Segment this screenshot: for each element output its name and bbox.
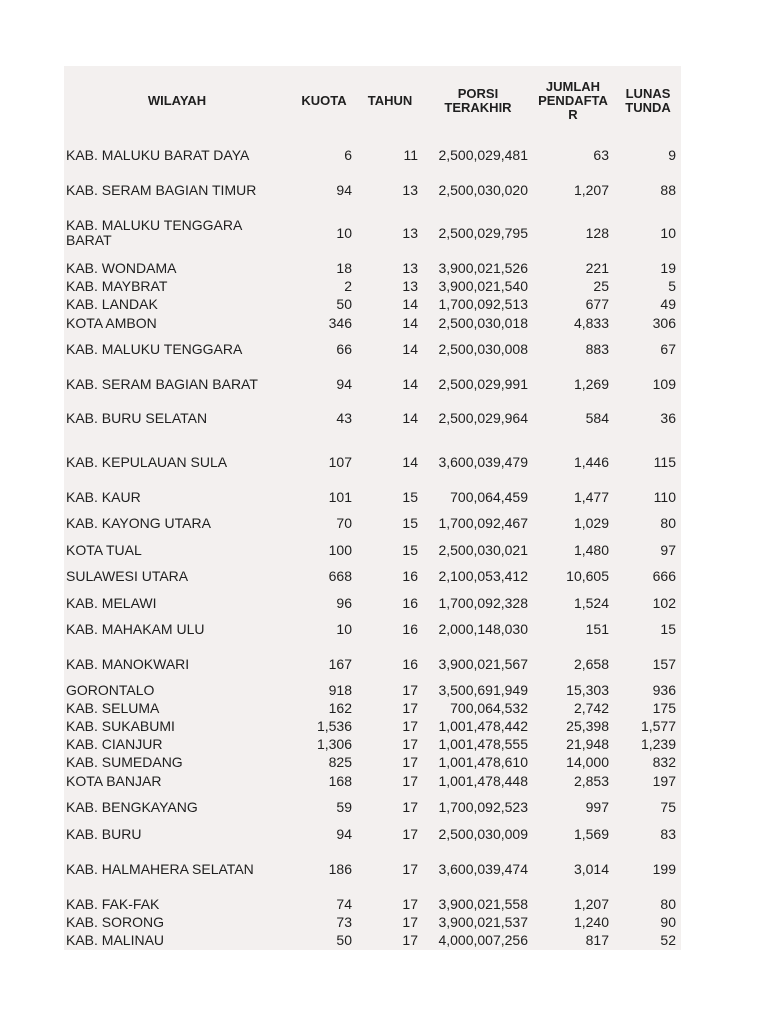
cell-kuota: 59 — [336, 798, 352, 815]
cell-jumlah-pendaftar: 221 — [585, 259, 609, 276]
table-row — [64, 735, 681, 753]
cell-porsi-terakhir: 3,900,021,567 — [438, 655, 528, 672]
cell-wilayah: KAB. MALINAU — [66, 931, 165, 948]
cell-tahun: 17 — [402, 913, 418, 930]
cell-porsi-terakhir: 1,700,092,523 — [438, 798, 528, 815]
cell-kuota: 10 — [336, 224, 352, 241]
cell-kuota: 100 — [328, 541, 352, 558]
table-row — [64, 215, 681, 251]
cell-tahun: 17 — [402, 895, 418, 912]
cell-porsi-terakhir: 3,900,021,526 — [438, 259, 528, 276]
table-row — [64, 594, 681, 612]
cell-kuota: 94 — [336, 375, 352, 392]
cell-jumlah-pendaftar: 10,605 — [566, 567, 609, 584]
cell-lunas-tunda: 80 — [660, 514, 676, 531]
header-lunas-tunda: LUNAS TUNDA — [625, 86, 671, 115]
cell-lunas-tunda: 109 — [652, 375, 676, 392]
cell-wilayah: KAB. SORONG — [66, 913, 165, 930]
cell-tahun: 13 — [402, 181, 418, 198]
cell-lunas-tunda: 936 — [652, 681, 676, 698]
cell-lunas-tunda: 67 — [660, 340, 676, 357]
table-row — [64, 295, 681, 313]
cell-porsi-terakhir: 3,500,691,949 — [438, 681, 528, 698]
cell-jumlah-pendaftar: 1,207 — [573, 181, 609, 198]
cell-tahun: 11 — [403, 146, 418, 163]
cell-jumlah-pendaftar: 21,948 — [566, 735, 609, 752]
cell-tahun: 17 — [402, 931, 418, 948]
cell-kuota: 825 — [328, 753, 352, 770]
cell-jumlah-pendaftar: 4,833 — [573, 314, 609, 331]
cell-tahun: 17 — [402, 772, 418, 789]
cell-kuota: 66 — [336, 340, 352, 357]
cell-wilayah: KAB. MAYBRAT — [66, 277, 168, 294]
cell-jumlah-pendaftar: 63 — [593, 146, 609, 163]
cell-wilayah: KAB. KAUR — [66, 488, 141, 505]
cell-tahun: 17 — [402, 699, 418, 716]
cell-porsi-terakhir: 700,064,532 — [450, 699, 528, 716]
cell-lunas-tunda: 175 — [652, 699, 676, 716]
table-row — [64, 699, 681, 717]
cell-jumlah-pendaftar: 2,853 — [573, 772, 609, 789]
cell-lunas-tunda: 110 — [653, 488, 676, 505]
cell-kuota: 50 — [336, 931, 352, 948]
cell-porsi-terakhir: 1,700,092,328 — [438, 594, 528, 611]
cell-jumlah-pendaftar: 1,477 — [573, 488, 609, 505]
cell-porsi-terakhir: 2,500,030,008 — [438, 340, 528, 357]
cell-kuota: 10 — [336, 620, 352, 637]
cell-lunas-tunda: 5 — [668, 277, 676, 294]
cell-lunas-tunda: 666 — [652, 567, 676, 584]
cell-jumlah-pendaftar: 151 — [585, 620, 609, 637]
table-row — [64, 681, 681, 699]
cell-tahun: 17 — [402, 735, 418, 752]
cell-porsi-terakhir: 2,500,029,964 — [438, 409, 528, 426]
cell-jumlah-pendaftar: 15,303 — [566, 681, 609, 698]
cell-lunas-tunda: 36 — [660, 409, 676, 426]
cell-lunas-tunda: 97 — [660, 541, 676, 558]
cell-lunas-tunda: 52 — [660, 931, 676, 948]
header-jumlah-pendaftar: JUMLAH PENDAFTA R — [538, 79, 608, 122]
cell-wilayah: KAB. MANOKWARI — [66, 655, 190, 672]
cell-tahun: 17 — [402, 825, 418, 842]
cell-kuota: 101 — [328, 488, 352, 505]
cell-porsi-terakhir: 2,500,030,018 — [438, 314, 528, 331]
cell-wilayah: KAB. FAK-FAK — [66, 895, 160, 912]
cell-lunas-tunda: 199 — [652, 860, 676, 877]
cell-kuota: 346 — [328, 314, 352, 331]
cell-porsi-terakhir: 2,500,030,020 — [438, 181, 528, 198]
cell-porsi-terakhir: 2,500,029,795 — [438, 224, 528, 241]
cell-wilayah: GORONTALO — [66, 681, 155, 698]
cell-jumlah-pendaftar: 1,569 — [573, 825, 609, 842]
table-row — [64, 860, 681, 878]
cell-lunas-tunda: 9 — [668, 146, 676, 163]
header-porsi-terakhir: PORSI TERAKHIR — [444, 86, 512, 115]
cell-tahun: 13 — [402, 277, 418, 294]
cell-jumlah-pendaftar: 997 — [585, 798, 609, 815]
quota-table — [64, 66, 681, 950]
cell-lunas-tunda: 832 — [652, 753, 676, 770]
cell-porsi-terakhir: 3,900,021,558 — [438, 895, 528, 912]
cell-wilayah: KAB. WONDAMA — [66, 259, 177, 276]
cell-porsi-terakhir: 2,000,148,030 — [438, 620, 528, 637]
cell-kuota: 162 — [328, 699, 352, 716]
table-row — [64, 655, 681, 673]
cell-jumlah-pendaftar: 677 — [585, 295, 609, 312]
cell-wilayah: KOTA TUAL — [66, 541, 142, 558]
cell-lunas-tunda: 19 — [660, 259, 676, 276]
cell-tahun: 17 — [402, 681, 418, 698]
cell-wilayah: KAB. HALMAHERA SELATAN — [66, 860, 254, 877]
cell-porsi-terakhir: 3,600,039,474 — [438, 860, 528, 877]
cell-kuota: 186 — [328, 860, 352, 877]
cell-tahun: 14 — [402, 340, 418, 357]
table-row — [64, 567, 681, 585]
cell-lunas-tunda: 80 — [660, 895, 676, 912]
table-row — [64, 772, 681, 790]
cell-jumlah-pendaftar: 1,029 — [573, 514, 609, 531]
cell-lunas-tunda: 10 — [660, 224, 676, 241]
table-row — [64, 913, 681, 931]
table-row — [64, 277, 681, 295]
cell-tahun: 14 — [402, 453, 418, 470]
cell-jumlah-pendaftar: 817 — [585, 931, 609, 948]
cell-lunas-tunda: 90 — [660, 913, 676, 930]
cell-wilayah: KAB. MALUKU BARAT DAYA — [66, 146, 250, 163]
header-wilayah: WILAYAH — [147, 93, 207, 108]
cell-porsi-terakhir: 2,500,029,481 — [438, 146, 528, 163]
cell-kuota: 96 — [336, 594, 352, 611]
cell-jumlah-pendaftar: 1,269 — [573, 375, 609, 392]
cell-wilayah: KAB. BURU — [66, 825, 142, 842]
table-row — [64, 259, 681, 277]
cell-kuota: 167 — [328, 655, 352, 672]
cell-tahun: 14 — [402, 295, 418, 312]
cell-porsi-terakhir: 700,064,459 — [450, 488, 528, 505]
cell-kuota: 668 — [328, 567, 352, 584]
cell-wilayah: SULAWESI UTARA — [66, 567, 189, 584]
cell-jumlah-pendaftar: 584 — [585, 409, 609, 426]
cell-porsi-terakhir: 1,700,092,467 — [438, 514, 528, 531]
cell-porsi-terakhir: 3,900,021,540 — [438, 277, 528, 294]
cell-lunas-tunda: 306 — [652, 314, 676, 331]
cell-lunas-tunda: 102 — [652, 594, 676, 611]
cell-lunas-tunda: 197 — [652, 772, 676, 789]
cell-tahun: 17 — [402, 717, 418, 734]
cell-porsi-terakhir: 4,000,007,256 — [438, 931, 528, 948]
cell-kuota: 94 — [336, 181, 352, 198]
cell-porsi-terakhir: 3,900,021,537 — [438, 913, 528, 930]
cell-wilayah: KAB. BURU SELATAN — [66, 409, 208, 426]
table-row — [64, 488, 681, 506]
cell-wilayah: KAB. CIANJUR — [66, 735, 163, 752]
cell-wilayah: KAB. MAHAKAM ULU — [66, 620, 205, 637]
cell-wilayah: KAB. MALUKU TENGGARA — [66, 340, 243, 357]
cell-porsi-terakhir: 2,500,029,991 — [438, 375, 528, 392]
cell-wilayah: KAB. MALUKU TENGGARA BARAT — [66, 217, 242, 248]
cell-jumlah-pendaftar: 3,014 — [573, 860, 609, 877]
cell-jumlah-pendaftar: 1,446 — [573, 453, 609, 470]
cell-kuota: 74 — [336, 895, 352, 912]
cell-lunas-tunda: 75 — [660, 798, 676, 815]
table-row — [64, 514, 681, 532]
cell-wilayah: KAB. SELUMA — [66, 699, 160, 716]
table-row — [64, 895, 681, 913]
cell-wilayah: KAB. KEPULAUAN SULA — [66, 453, 228, 470]
cell-jumlah-pendaftar: 1,524 — [573, 594, 609, 611]
cell-lunas-tunda: 49 — [660, 295, 676, 312]
cell-lunas-tunda: 115 — [653, 453, 676, 470]
table-row — [64, 798, 681, 816]
cell-kuota: 18 — [336, 259, 352, 276]
table-row — [64, 146, 681, 164]
cell-tahun: 15 — [402, 514, 418, 531]
cell-tahun: 17 — [402, 860, 418, 877]
table-row — [64, 453, 681, 471]
cell-kuota: 43 — [336, 409, 352, 426]
table-row — [64, 753, 681, 771]
cell-jumlah-pendaftar: 1,207 — [573, 895, 609, 912]
cell-jumlah-pendaftar: 25,398 — [566, 717, 609, 734]
cell-porsi-terakhir: 1,001,478,448 — [438, 772, 528, 789]
cell-tahun: 15 — [402, 541, 418, 558]
cell-tahun: 16 — [402, 594, 418, 611]
cell-wilayah: KAB. SERAM BAGIAN TIMUR — [66, 181, 257, 198]
cell-tahun: 13 — [402, 259, 418, 276]
cell-kuota: 918 — [328, 681, 352, 698]
cell-porsi-terakhir: 3,600,039,479 — [438, 453, 528, 470]
cell-jumlah-pendaftar: 14,000 — [566, 753, 609, 770]
cell-porsi-terakhir: 1,001,478,610 — [438, 753, 528, 770]
cell-lunas-tunda: 83 — [660, 825, 676, 842]
cell-porsi-terakhir: 1,700,092,513 — [438, 295, 528, 312]
cell-lunas-tunda: 15 — [660, 620, 676, 637]
cell-wilayah: KAB. SUKABUMI — [66, 717, 175, 734]
table-row — [64, 620, 681, 638]
cell-kuota: 50 — [336, 295, 352, 312]
cell-porsi-terakhir: 2,500,030,021 — [438, 541, 528, 558]
cell-lunas-tunda: 1,239 — [640, 735, 676, 752]
table-row — [64, 409, 681, 427]
cell-jumlah-pendaftar: 1,480 — [573, 541, 609, 558]
cell-jumlah-pendaftar: 2,658 — [573, 655, 609, 672]
cell-jumlah-pendaftar: 883 — [585, 340, 609, 357]
cell-wilayah: KAB. BENGKAYANG — [66, 798, 198, 815]
cell-kuota: 6 — [344, 146, 352, 163]
cell-wilayah: KOTA AMBON — [66, 314, 157, 331]
cell-tahun: 13 — [402, 224, 418, 241]
cell-tahun: 17 — [402, 753, 418, 770]
cell-kuota: 168 — [328, 772, 352, 789]
cell-kuota: 94 — [336, 825, 352, 842]
cell-porsi-terakhir: 1,001,478,442 — [438, 717, 528, 734]
cell-wilayah: KAB. SERAM BAGIAN BARAT — [66, 375, 258, 392]
cell-porsi-terakhir: 2,500,030,009 — [438, 825, 528, 842]
cell-lunas-tunda: 1,577 — [640, 717, 676, 734]
cell-kuota: 1,536 — [316, 717, 352, 734]
cell-tahun: 16 — [402, 567, 418, 584]
cell-tahun: 14 — [402, 375, 418, 392]
cell-tahun: 17 — [402, 798, 418, 815]
cell-jumlah-pendaftar: 128 — [585, 224, 609, 241]
cell-kuota: 2 — [344, 277, 352, 294]
cell-tahun: 16 — [402, 655, 418, 672]
cell-kuota: 1,306 — [316, 735, 352, 752]
cell-wilayah: KAB. LANDAK — [66, 295, 158, 312]
table-header — [64, 66, 681, 136]
cell-jumlah-pendaftar: 2,742 — [573, 699, 609, 716]
cell-lunas-tunda: 157 — [652, 655, 676, 672]
cell-wilayah: KOTA BANJAR — [66, 772, 162, 789]
header-kuota: KUOTA — [301, 93, 347, 108]
cell-jumlah-pendaftar: 25 — [593, 277, 609, 294]
table-row — [64, 541, 681, 559]
table-row — [64, 375, 681, 393]
cell-wilayah: KAB. MELAWI — [66, 594, 157, 611]
cell-kuota: 73 — [336, 913, 352, 930]
cell-porsi-terakhir: 1,001,478,555 — [438, 735, 528, 752]
cell-kuota: 107 — [328, 453, 352, 470]
table-row — [64, 314, 681, 332]
cell-kuota: 70 — [336, 514, 352, 531]
cell-porsi-terakhir: 2,100,053,412 — [438, 567, 528, 584]
table-row — [64, 931, 681, 949]
header-tahun: TAHUN — [367, 93, 413, 108]
table-row — [64, 340, 681, 358]
table-row — [64, 181, 681, 199]
cell-tahun: 15 — [402, 488, 418, 505]
cell-tahun: 16 — [402, 620, 418, 637]
table-row — [64, 717, 681, 735]
cell-tahun: 14 — [402, 314, 418, 331]
cell-jumlah-pendaftar: 1,240 — [573, 913, 609, 930]
table-row — [64, 825, 681, 843]
cell-wilayah: KAB. KAYONG UTARA — [66, 514, 211, 531]
cell-wilayah: KAB. SUMEDANG — [66, 753, 183, 770]
cell-lunas-tunda: 88 — [660, 181, 676, 198]
cell-tahun: 14 — [402, 409, 418, 426]
